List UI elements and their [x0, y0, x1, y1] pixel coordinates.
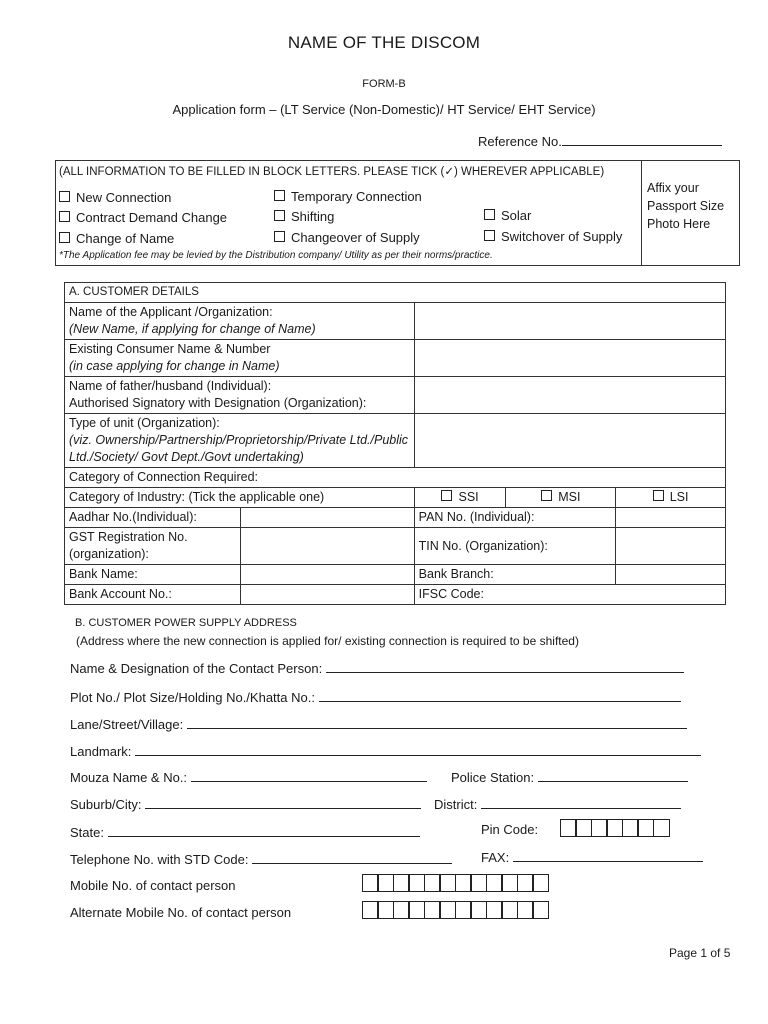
option-switchover-of-supply[interactable]: Switchover of Supply [484, 229, 622, 244]
application-fee-note: *The Application fee may be levied by the Distribution company/ Utility as per their norms/practice. [59, 250, 493, 261]
telephone-field[interactable] [252, 851, 452, 864]
alt-mobile-boxes[interactable] [363, 901, 549, 919]
landmark-label: Landmark: [70, 744, 132, 759]
gst-label: GST Registration No. (organization): [65, 528, 241, 565]
bank-branch-field[interactable] [616, 565, 726, 585]
option-contract-demand-change[interactable]: Contract Demand Change [59, 210, 227, 225]
checkbox[interactable] [274, 231, 285, 242]
pan-field[interactable] [616, 508, 726, 528]
checkbox[interactable] [541, 490, 552, 501]
checkbox[interactable] [59, 191, 70, 202]
customer-details-heading: A. CUSTOMER DETAILS [65, 283, 726, 303]
suburb-field[interactable] [145, 796, 421, 809]
telephone-label: Telephone No. with STD Code: [70, 852, 249, 867]
checkbox[interactable] [59, 211, 70, 222]
aadhar-field[interactable] [240, 508, 414, 528]
option-solar[interactable]: Solar [484, 208, 531, 223]
alt-mobile-label: Alternate Mobile No. of contact person [70, 905, 292, 920]
mouza-label: Mouza Name & No.: [70, 770, 188, 785]
lane-field[interactable] [187, 716, 687, 729]
option-change-of-name[interactable]: Change of Name [59, 231, 174, 246]
ifsc-label[interactable]: IFSC Code: [414, 585, 725, 605]
mobile-boxes[interactable] [363, 874, 549, 892]
police-station-row [451, 769, 688, 785]
state-field[interactable] [108, 824, 420, 837]
customer-details-table [64, 282, 726, 605]
industry-option-ssi[interactable]: SSI [414, 488, 506, 508]
checkbox[interactable] [59, 232, 70, 243]
police-station-label: Police Station: [451, 770, 535, 785]
bank-account-field[interactable] [240, 585, 414, 605]
suburb-label: Suburb/City: [70, 797, 142, 812]
bank-branch-label: Bank Branch: [414, 565, 616, 585]
mouza-field[interactable] [191, 769, 427, 782]
industry-category-label: Category of Industry: (Tick the applicable one) [65, 488, 415, 508]
fax-label: FAX: [481, 850, 510, 865]
police-station-field[interactable] [538, 769, 688, 782]
telephone-row [70, 851, 452, 867]
bank-name-field[interactable] [240, 565, 414, 585]
option-shifting[interactable]: Shifting [274, 209, 334, 224]
father-signatory-label: Name of father/husband (Individual): Authorised Signatory with Designation (Organization): [65, 377, 415, 414]
application-type: Application form – (LT Service (Non-Domestic)/ HT Service/ EHT Service) [172, 102, 596, 117]
form-title: NAME OF THE DISCOM [287, 33, 481, 52]
landmark-row [70, 743, 701, 759]
checkbox[interactable] [484, 230, 495, 241]
gst-field[interactable] [240, 528, 414, 565]
pan-label: PAN No. (Individual): [414, 508, 616, 528]
district-label: District: [434, 797, 478, 812]
option-new-connection[interactable]: New Connection [59, 190, 171, 205]
suburb-row [70, 796, 421, 812]
address-subheading: (Address where the new connection is applied for/ existing connection is required to be shifted) [76, 634, 579, 648]
bank-name-label: Bank Name: [65, 565, 241, 585]
father-signatory-field[interactable] [414, 377, 725, 414]
existing-consumer-label: Existing Consumer Name & Number (in case applying for change in Name) [65, 340, 415, 377]
state-label: State: [70, 825, 104, 840]
checkbox[interactable] [274, 190, 285, 201]
pin-code-boxes[interactable] [561, 819, 670, 837]
service-options-panel [56, 161, 642, 265]
service-type-box [55, 160, 740, 266]
landmark-field[interactable] [135, 743, 701, 756]
fax-field[interactable] [513, 849, 703, 862]
fax-row [481, 849, 703, 865]
mouza-row [70, 769, 427, 785]
unit-type-label: Type of unit (Organization): (viz. Ownership/Partnership/Proprietorship/Private Ltd./Public Ltd./Society/ Govt Dept./Govt undertaking) [65, 414, 415, 468]
checkbox[interactable] [274, 210, 285, 221]
reference-number-row [478, 133, 722, 149]
tin-field[interactable] [616, 528, 726, 565]
state-row [70, 824, 420, 840]
reference-number-label: Reference No. [478, 134, 562, 149]
applicant-name-label: Name of the Applicant /Organization: (New Name, if applying for change of Name) [65, 303, 415, 340]
contact-person-row [70, 660, 684, 676]
option-changeover-of-supply[interactable]: Changeover of Supply [274, 230, 420, 245]
checkbox[interactable] [441, 490, 452, 501]
option-temporary-connection[interactable]: Temporary Connection [274, 189, 422, 204]
lane-label: Lane/Street/Village: [70, 717, 184, 732]
mobile-label: Mobile No. of contact person [70, 878, 236, 893]
unit-type-field[interactable] [414, 414, 725, 468]
contact-person-label: Name & Designation of the Contact Person: [70, 661, 323, 676]
applicant-name-field[interactable] [414, 303, 725, 340]
plot-field[interactable] [319, 689, 681, 702]
contact-person-field[interactable] [326, 660, 684, 673]
lane-row [70, 716, 687, 732]
plot-label: Plot No./ Plot Size/Holding No./Khatta No.: [70, 690, 315, 705]
instruction-text: (ALL INFORMATION TO BE FILLED IN BLOCK LETTERS. PLEASE TICK (✓) WHEREVER APPLICABLE) [59, 166, 605, 178]
district-row [434, 796, 681, 812]
pin-code-label: Pin Code: [481, 822, 539, 837]
connection-category-row[interactable]: Category of Connection Required: [65, 468, 726, 488]
checkbox[interactable] [653, 490, 664, 501]
aadhar-label: Aadhar No.(Individual): [65, 508, 241, 528]
address-heading: B. CUSTOMER POWER SUPPLY ADDRESS [75, 617, 297, 629]
photo-placeholder: Affix your Passport Size Photo Here [647, 181, 725, 231]
industry-option-msi[interactable]: MSI [506, 488, 616, 508]
reference-number-field[interactable] [562, 133, 722, 146]
page-number: Page 1 of 5 [669, 946, 731, 960]
form-number: FORM-B [362, 78, 406, 90]
industry-option-lsi[interactable]: LSI [616, 488, 726, 508]
checkbox[interactable] [484, 209, 495, 220]
tin-label: TIN No. (Organization): [414, 528, 616, 565]
bank-account-label: Bank Account No.: [65, 585, 241, 605]
plot-row [70, 689, 681, 705]
existing-consumer-field[interactable] [414, 340, 725, 377]
district-field[interactable] [481, 796, 681, 809]
